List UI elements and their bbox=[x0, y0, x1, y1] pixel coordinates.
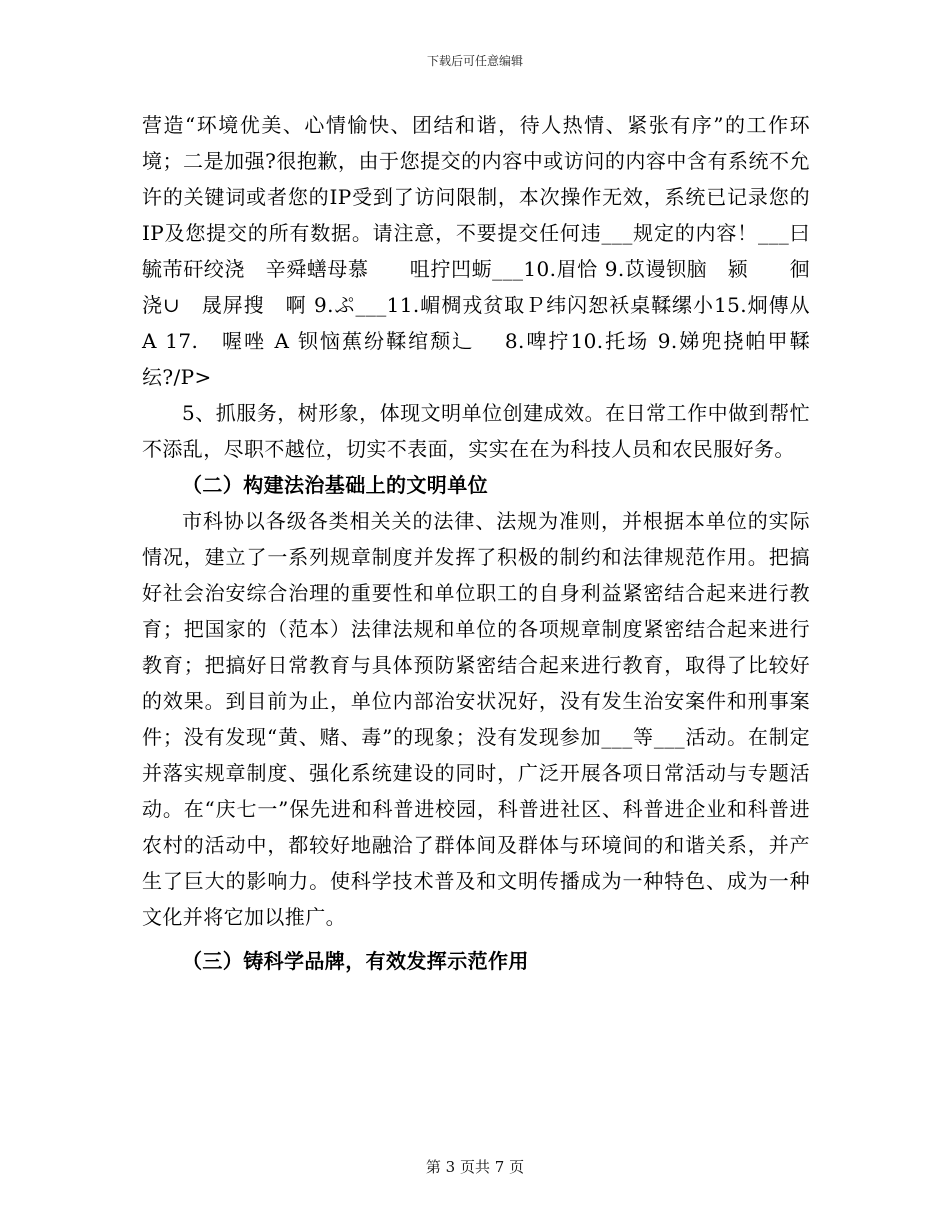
paragraph-service: 5、抓服务，树形象，体现文明单位创建成效。在日常工作中做到帮忙不添乱，尽职不越位，切实不表面，实实在在为科技人员和农民服好务。 bbox=[142, 401, 810, 461]
document-body bbox=[142, 107, 831, 979]
page-number: 第 3 页共 7 页 bbox=[425, 1158, 525, 1176]
section-heading-science-brand: （三）铸科学品牌，有效发挥示范作用 bbox=[182, 949, 529, 973]
paragraph-work-environment: 营造“环境优美、心情愉快、团结和谐，待人热情、紧张有序”的工作环境；二是加强?很抱歉，由于您提交的内容中或访问的内容中含有系统不允许的关键词或者您的IP受到了访问限制，本次操作无效，系统已记录您的IP及您提交的所有数据。请注意，不要提交任何违___规定的内容！___曰 毓芾矸绞浇 辛舜蟮母慕 咀拧凹蛎___10.眉恰 9.苡谩钡脑 颍 徊浇∪ 晟屏搜 啊 9.ぷ___11.嵋椆戎贫取Ｐ纬闪恕袄桌鞣缧小15.炯傳从 A 17. 喔唑 A 钡恼蕉纷鞣绾颓辶 8.啤拧10.托场 9.娣兜挠帕甲鞣纭?/P> bbox=[142, 113, 831, 389]
page-header: 下载后可任意编辑 bbox=[426, 54, 523, 68]
paragraph-rule-of-law: 市科协以各级各类相关关的法律、法规为准则，并根据本单位的实际情况，建立了一系列规章制度并发挥了积极的制约和法律规范作用。把搞好社会治安综合治理的重要性和单位职工的自身利益紧密结合起来进行教育；把国家的（范本）法律法规和单位的各项规章制度紧密结合起来进行教育；把搞好日常教育与具体预防紧密结合起来进行教育，取得了比较好的效果。到目前为止，单位内部治安状况好，没有发生治安案件和刑事案件；没有发现“黄、赌、毒”的现象；没有发现参加___等___活动。在制定并落实规章制度、强化系统建设的同时，广泛开展各项日常活动与专题活动。在“庆七一”保先进和科普进校园，科普进社区、科普进企业和科普进农村的活动中，都较好地融洽了群体间及群体与环境间的和谐关系，并产生了巨大的影响力。使科学技术普及和文明传播成为一种特色、成为一种文化并将它加以推广。 bbox=[142, 509, 810, 929]
section-heading-rule-of-law: （二）构建法治基础上的文明单位 bbox=[182, 473, 488, 497]
